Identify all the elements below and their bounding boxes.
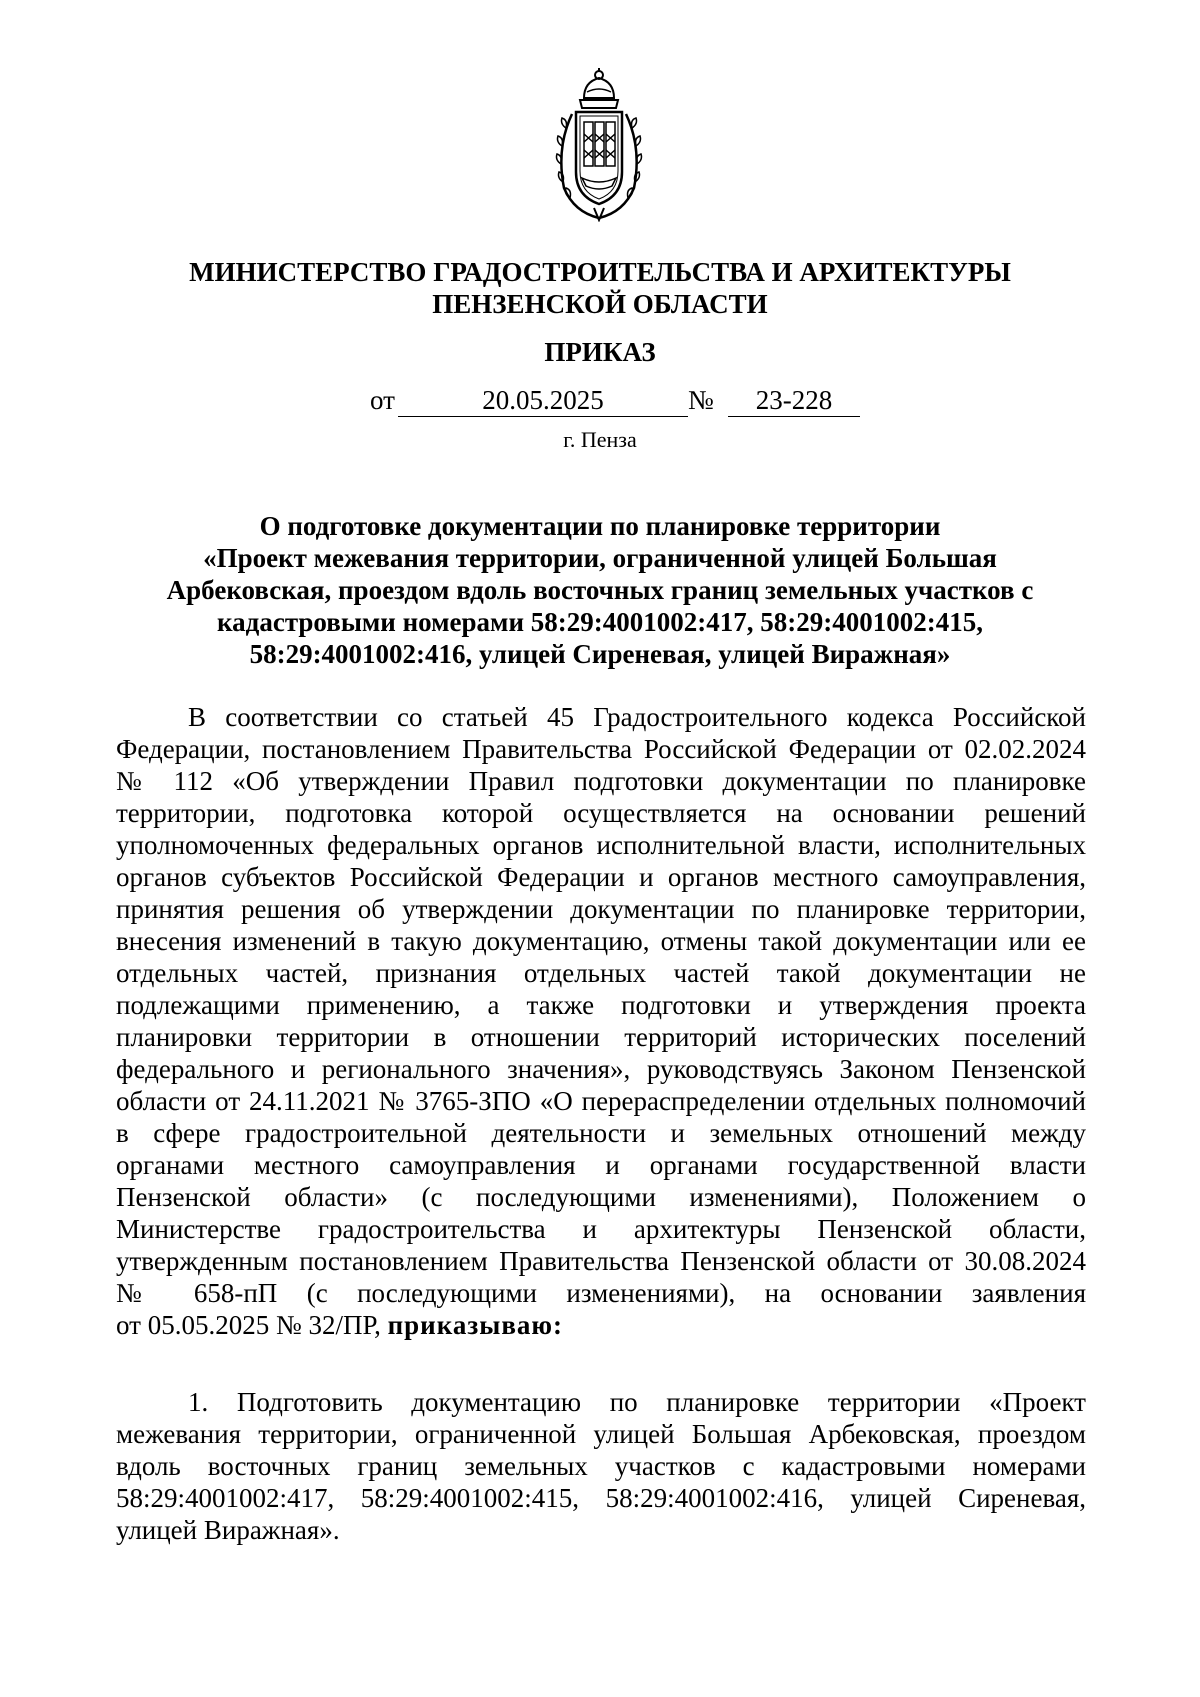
number-prefix-label: № [688, 385, 714, 415]
subject-line: Арбековская, проездом вдоль восточных границ земельных участков с [166, 575, 1034, 605]
preamble-line: в сфере градостроительной деятельности и земельных отношений между [116, 1118, 1086, 1148]
preamble-line: органов субъектов Российской Федерации и органов местного самоуправления, [116, 862, 1086, 892]
order-item-1 [116, 1386, 1086, 1546]
ministry-name-line-2: ПЕНЗЕНСКОЙ ОБЛАСТИ [432, 289, 768, 319]
preamble-line: Министерстве градостроительства и архитектуры Пензенской области, [116, 1214, 1086, 1244]
ministry-name-line-1: МИНИСТЕРСТВО ГРАДОСТРОИТЕЛЬСТВА И АРХИТЕКТУРЫ [189, 257, 1011, 287]
coat-of-arms-emblem-icon [554, 68, 644, 222]
document-type-title: ПРИКАЗ [544, 337, 656, 367]
preamble-line: № 658-пП (с последующими изменениями), на основании заявления [116, 1278, 1086, 1308]
item-line: 1. Подготовить документацию по планировке территории «Проект [188, 1387, 1086, 1417]
item-line: межевания территории, ограниченной улицей Большая Арбековская, проездом [116, 1419, 1086, 1449]
preamble-line: федерального и регионального значения», руководствуясь Законом Пензенской [116, 1054, 1086, 1084]
preamble-line: Федерации, постановлением Правительства Российской Федерации от 02.02.2024 [116, 734, 1086, 764]
preamble-line: утвержденным постановлением Правительства Пензенской области от 30.08.2024 [116, 1246, 1086, 1276]
preamble-paragraph [116, 701, 1086, 1341]
preamble-line: органами местного самоуправления и органами государственной власти [116, 1150, 1086, 1180]
preamble-line: планировки территории в отношении территорий исторических поселений [116, 1022, 1086, 1052]
subject-line: «Проект межевания территории, ограниченной улицей Большая [203, 543, 997, 573]
issue-city: г. Пенза [563, 427, 637, 452]
preamble-line: В соответствии со статьей 45 Градостроительного кодекса Российской [188, 702, 1086, 732]
preamble-line: Пензенской области» (с последующими изменениями), Положением о [116, 1182, 1086, 1212]
item-line: вдоль восточных границ земельных участков с кадастровыми номерами [116, 1451, 1086, 1481]
preamble-line: уполномоченных федеральных органов исполнительной власти, исполнительных [116, 830, 1086, 860]
subject-line: 58:29:4001002:416, улицей Сиреневая, улицей Виражная» [249, 639, 951, 669]
subject-line: кадастровыми номерами 58:29:4001002:417, 58:29:4001002:415, [217, 607, 983, 637]
preamble-line: внесения изменений в такую документацию, отмены такой документации или ее [116, 926, 1086, 956]
item-line: 58:29:4001002:417, 58:29:4001002:415, 58:29:4001002:416, улицей Сиреневая, [116, 1483, 1086, 1513]
preamble-line: отдельных частей, признания отдельных частей такой документации не [116, 958, 1086, 988]
preamble-line: подлежащими применению, а также подготовки и утверждения проекта [116, 990, 1086, 1020]
order-directive-word: приказываю: [387, 1310, 564, 1340]
preamble-line: № 112 «Об утверждении Правил подготовки документации по планировке [116, 766, 1086, 796]
date-prefix-label: от [370, 385, 395, 415]
ministry-name [120, 256, 1080, 320]
preamble-line: территории, подготовка которой осуществляется на основании решений [116, 798, 1086, 828]
order-date: 20.05.2025 [398, 384, 688, 417]
preamble-last-line [116, 1309, 1086, 1341]
order-number: 23-228 [728, 384, 860, 417]
order-subject [160, 510, 1040, 670]
subject-line: О подготовке документации по планировке территории [259, 511, 941, 541]
preamble-line: области от 24.11.2021 № 3765-ЗПО «О перераспределении отдельных полномочий [116, 1086, 1086, 1116]
preamble-last-line-text: от 05.05.2025 № 32/ПР, [116, 1310, 381, 1340]
preamble-line: принятия решения об утверждении документации по планировке территории, [116, 894, 1086, 924]
item-line: улицей Виражная». [116, 1515, 340, 1545]
